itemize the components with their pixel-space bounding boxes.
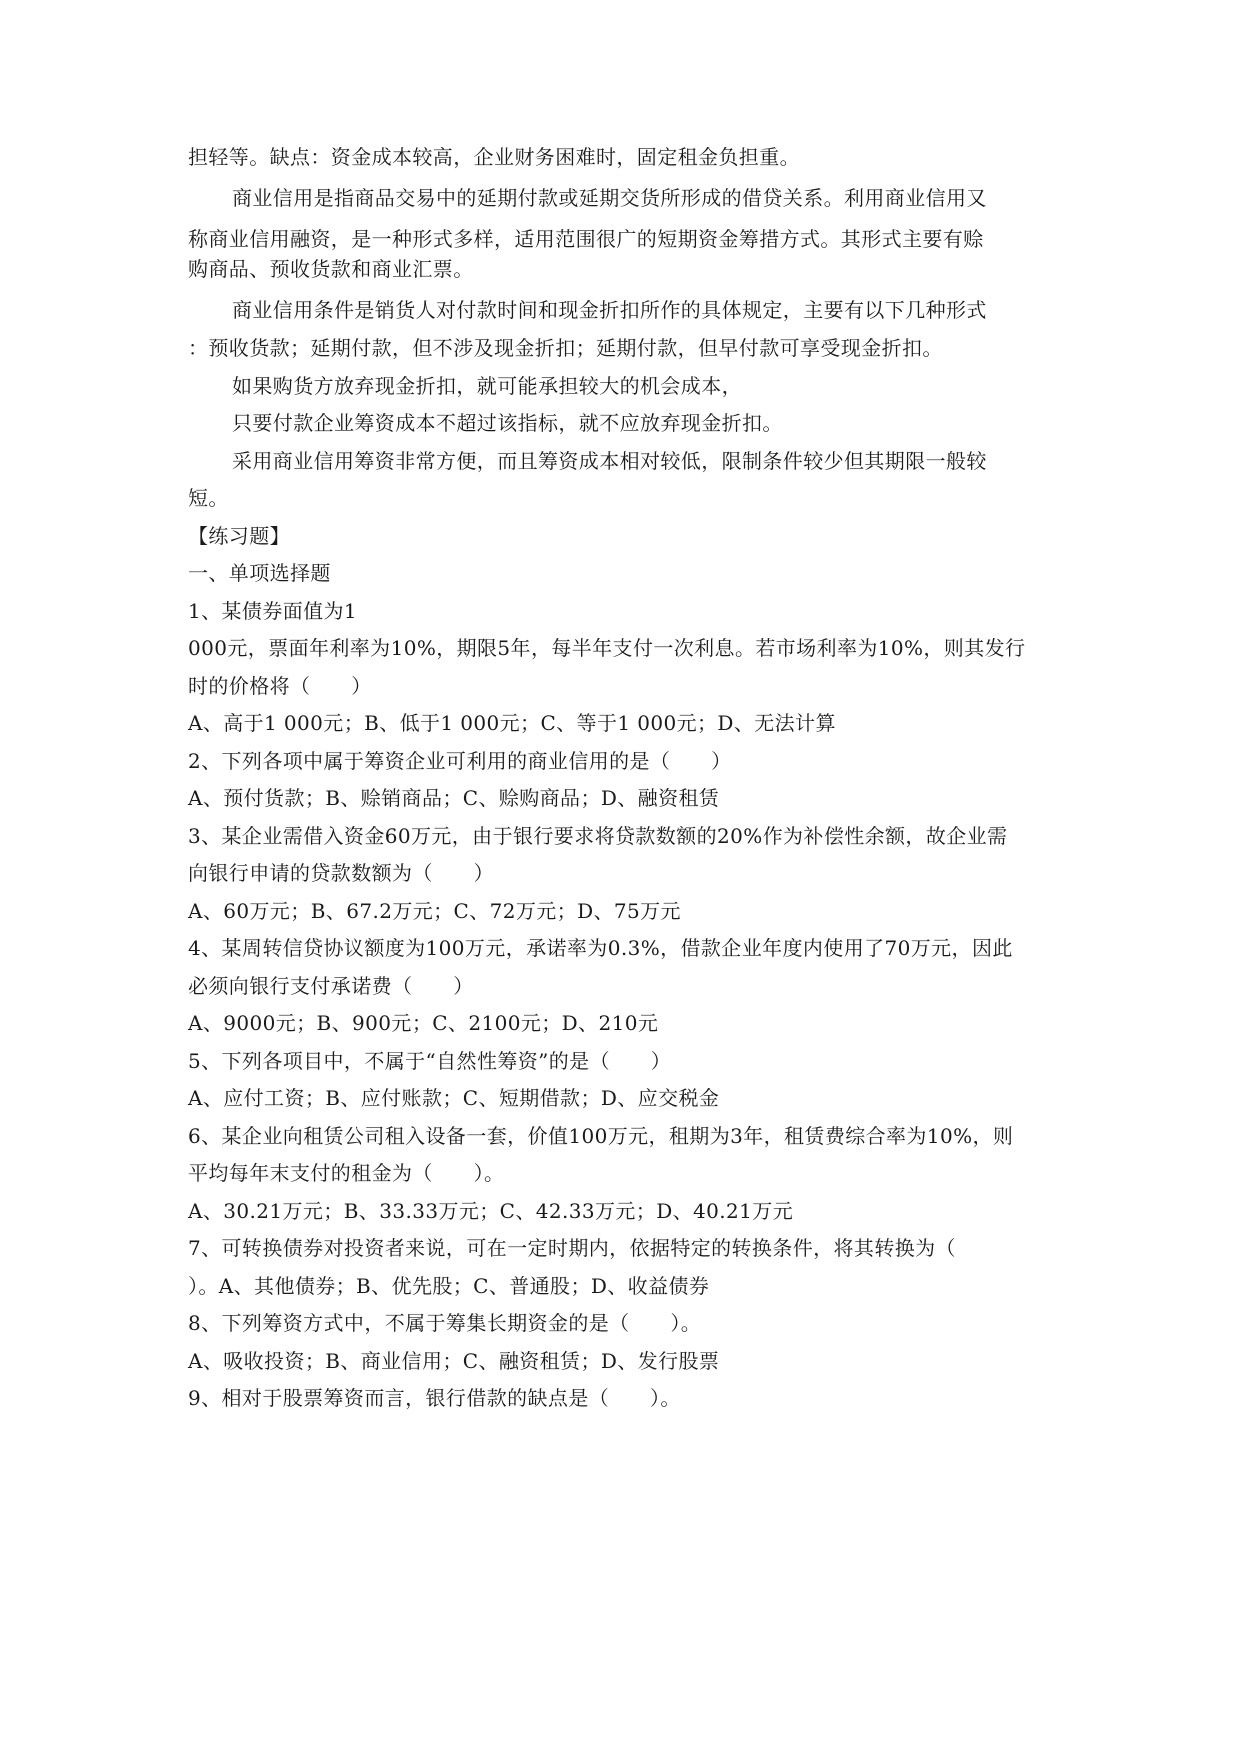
paragraph-commercial-credit-definition: 商业信用是指商品交易中的延期付款或延期交货所形成的借贷关系。利用商业信用又 xyxy=(232,186,987,210)
text-line: 担轻等。缺点：资金成本较高，企业财务困难时，固定租金负担重。 xyxy=(188,145,800,169)
question-5-options: A、应付工资；B、应付账款；C、短期借款；D、应交税金 xyxy=(188,1086,720,1110)
question-4-text: 必须向银行支付承诺费（ ） xyxy=(188,974,474,998)
question-2-options: A、预付货款；B、赊销商品；C、赊购商品；D、融资租赁 xyxy=(188,786,720,810)
question-1-text: 000元，票面年利率为10%，期限5年，每半年支付一次利息。若市场利率为10%，则其发行 xyxy=(188,636,1026,660)
question-8-options: A、吸收投资；B、商业信用；C、融资租赁；D、发行股票 xyxy=(188,1349,720,1373)
question-7-options: ）。A、其他债券；B、优先股；C、普通股；D、收益债券 xyxy=(188,1274,710,1298)
question-7: 7、可转换债券对投资者来说，可在一定时期内，依据特定的转换条件，将其转换为（ xyxy=(188,1236,956,1260)
paragraph-credit-terms: 商业信用条件是销货人对付款时间和现金折扣所作的具体规定，主要有以下几种形式 xyxy=(232,298,987,322)
question-5: 5、下列各项目中，不属于“自然性筹资”的是（ ） xyxy=(188,1049,672,1073)
paragraph-credit-advantages: 采用商业信用筹资非常方便，而且筹资成本相对较低，限制条件较少但其期限一般较 xyxy=(232,449,987,473)
question-2: 2、下列各项中属于筹资企业可利用的商业信用的是（ ） xyxy=(188,749,732,773)
question-9: 9、相对于股票筹资而言，银行借款的缺点是（ ）。 xyxy=(188,1386,681,1410)
question-3-options: A、60万元；B、67.2万元；C、72万元；D、75万元 xyxy=(188,899,681,923)
question-1-options: A、高于1 000元；B、低于1 000元；C、等于1 000元；D、无法计算 xyxy=(188,711,836,735)
section-heading-exercises: 【练习题】 xyxy=(188,524,290,548)
paragraph-cash-discount: 如果购货方放弃现金折扣，就可能承担较大的机会成本， xyxy=(232,374,742,398)
question-1: 1、某债券面值为1 xyxy=(188,599,358,623)
text-line: 称商业信用融资，是一种形式多样，适用范围很广的短期资金筹措方式。其形式主要有赊 xyxy=(188,227,984,251)
question-8: 8、下列筹资方式中，不属于筹集长期资金的是（ ）。 xyxy=(188,1311,702,1335)
paragraph-cash-discount-rule: 只要付款企业筹资成本不超过该指标，就不应放弃现金折扣。 xyxy=(232,411,783,435)
text-line: ：预收货款；延期付款，但不涉及现金折扣；延期付款，但早付款可享受现金折扣。 xyxy=(188,336,943,360)
question-6: 6、某企业向租赁公司租入设备一套，价值100万元，租期为3年，租赁费综合率为10%，则 xyxy=(188,1124,1014,1148)
question-1-text: 时的价格将（ ） xyxy=(188,674,372,698)
text-line: 短。 xyxy=(188,486,229,510)
question-3-text: 向银行申请的贷款数额为（ ） xyxy=(188,861,494,885)
question-4: 4、某周转信贷协议额度为100万元，承诺率为0.3%，借款企业年度内使用了70万元，因此 xyxy=(188,936,1013,960)
question-6-text: 平均每年末支付的租金为（ ）。 xyxy=(188,1161,505,1185)
question-6-options: A、30.21万元；B、33.33万元；C、42.33万元；D、40.21万元 xyxy=(188,1199,794,1223)
question-3: 3、某企业需借入资金60万元，由于银行要求将贷款数额的20%作为补偿性余额，故企业需 xyxy=(188,824,1008,848)
text-line: 购商品、预收货款和商业汇票。 xyxy=(188,257,474,281)
question-4-options: A、9000元；B、900元；C、2100元；D、210元 xyxy=(188,1011,659,1035)
subsection-heading-single-choice: 一、单项选择题 xyxy=(188,561,331,585)
